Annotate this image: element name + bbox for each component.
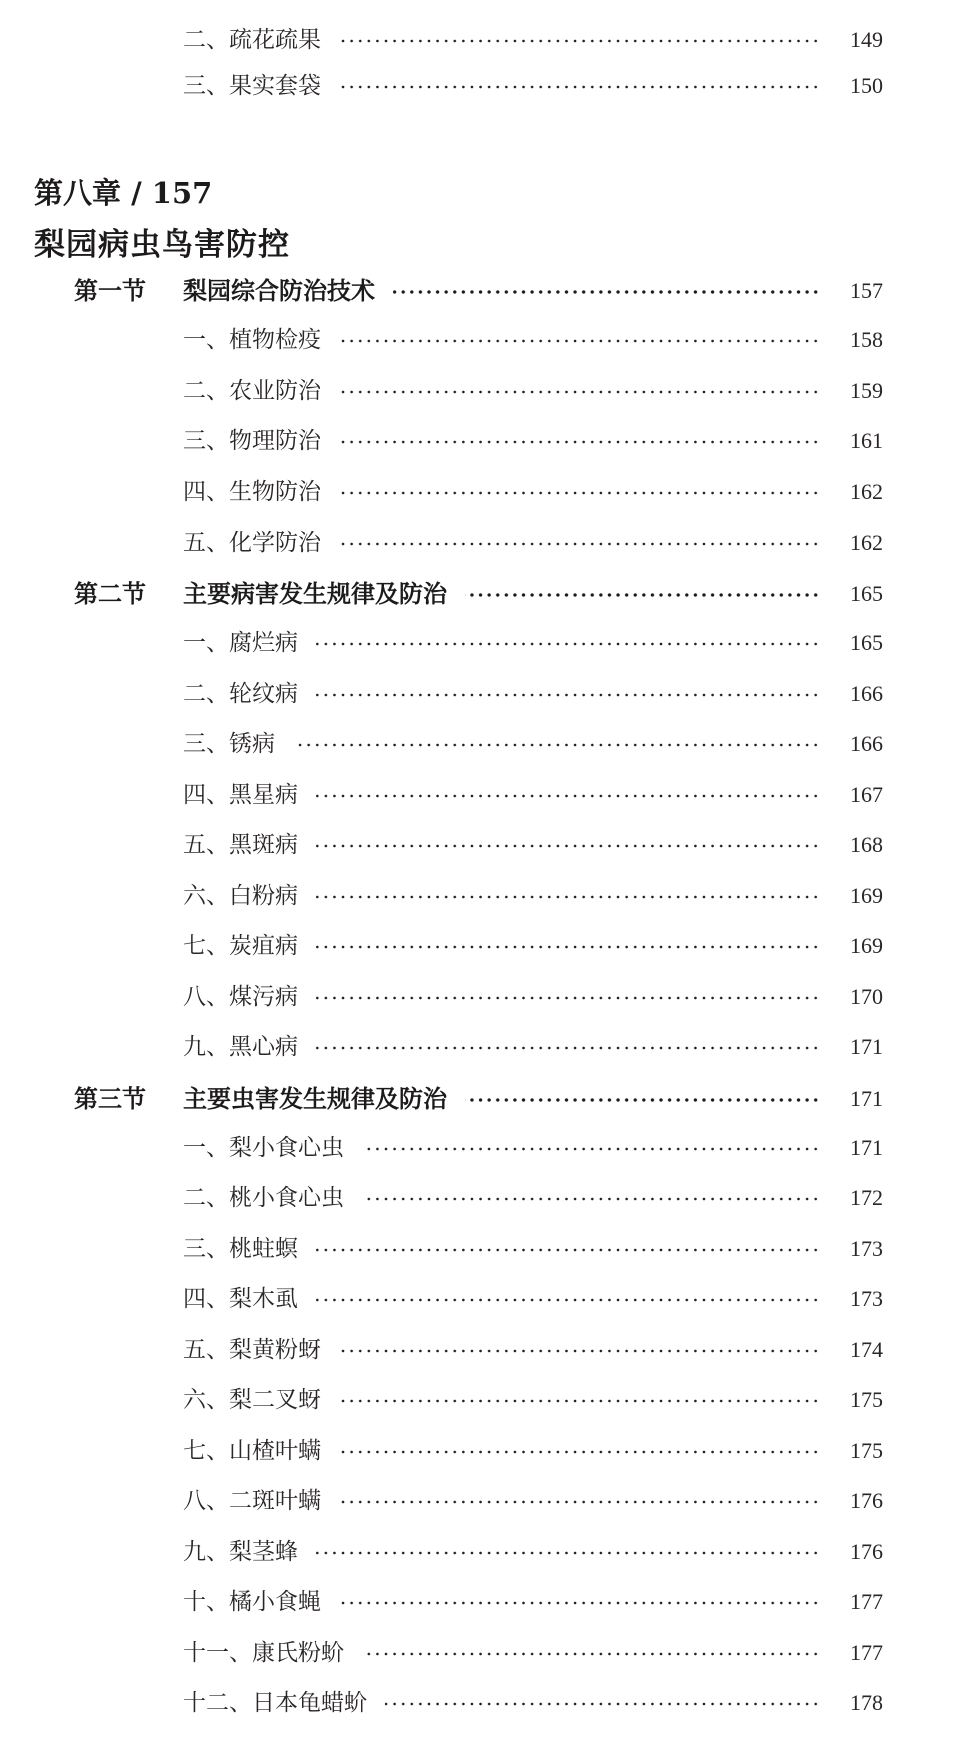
toc-item-label: 三、锈病 xyxy=(183,731,275,757)
dot-leader xyxy=(293,743,820,747)
toc-item-page: 150 xyxy=(850,73,883,98)
toc-item[interactable] xyxy=(0,1383,960,1417)
dot-leader xyxy=(316,945,820,949)
toc-item-label: 四、黑星病 xyxy=(183,782,298,808)
toc-item-label: 八、煤污病 xyxy=(183,984,298,1010)
dot-leader xyxy=(339,1500,820,1504)
toc-item[interactable] xyxy=(0,626,960,660)
toc-item[interactable] xyxy=(0,1333,960,1367)
dot-leader xyxy=(316,895,820,899)
toc-item-page: 168 xyxy=(850,832,883,857)
toc-section[interactable] xyxy=(0,577,960,611)
toc-item-label: 二、桃小食心虫 xyxy=(183,1185,344,1211)
toc-item[interactable] xyxy=(0,475,960,509)
toc-item-label: 九、梨茎蜂 xyxy=(183,1539,298,1565)
toc-item-label: 三、果实套袋 xyxy=(183,73,321,99)
dot-leader xyxy=(316,1248,820,1252)
section-title: 主要虫害发生规律及防治 xyxy=(183,1085,447,1113)
dot-leader xyxy=(339,1349,820,1353)
toc-item[interactable] xyxy=(0,424,960,458)
dot-leader xyxy=(316,1046,820,1050)
section-number: 第一节 xyxy=(74,277,146,305)
toc-item[interactable] xyxy=(0,69,960,103)
toc-item-label: 四、梨木虱 xyxy=(183,1286,298,1312)
toc-item-label: 七、炭疽病 xyxy=(183,933,298,959)
dot-leader xyxy=(316,996,820,1000)
toc-item[interactable] xyxy=(0,1636,960,1670)
toc-item-page: 166 xyxy=(850,731,883,756)
chapter-title[interactable]: 梨园病虫鸟害防控 xyxy=(34,227,290,263)
toc-item-page: 175 xyxy=(850,1387,883,1412)
toc-item[interactable] xyxy=(0,677,960,711)
toc-item[interactable] xyxy=(0,980,960,1014)
dot-leader xyxy=(362,1197,820,1201)
toc-item-label: 一、植物检疫 xyxy=(183,327,321,353)
section-page: 157 xyxy=(850,278,883,303)
toc-item-page: 149 xyxy=(850,27,883,52)
toc-section[interactable] xyxy=(0,1082,960,1116)
toc-item-label: 三、桃蛀螟 xyxy=(183,1236,298,1262)
toc-item[interactable] xyxy=(0,526,960,560)
toc-item-label: 十、橘小食蝇 xyxy=(183,1589,321,1615)
toc-item-page: 158 xyxy=(850,327,883,352)
toc-item-page: 174 xyxy=(850,1337,883,1362)
toc-item-label: 十一、康氏粉蚧 xyxy=(183,1640,344,1666)
toc-item-label: 一、梨小食心虫 xyxy=(183,1135,344,1161)
toc-item-page: 177 xyxy=(850,1589,883,1614)
toc-item-page: 172 xyxy=(850,1185,883,1210)
toc-item-page: 176 xyxy=(850,1488,883,1513)
toc-item[interactable] xyxy=(0,1535,960,1569)
toc-item-page: 166 xyxy=(850,681,883,706)
toc-item[interactable] xyxy=(0,1030,960,1064)
toc-item[interactable] xyxy=(0,323,960,357)
toc-item-page: 173 xyxy=(850,1286,883,1311)
section-page: 165 xyxy=(850,581,883,606)
dot-leader xyxy=(316,1551,820,1555)
toc-item-page: 165 xyxy=(850,630,883,655)
dot-leader xyxy=(339,1450,820,1454)
toc-item-page: 177 xyxy=(850,1640,883,1665)
toc-item[interactable] xyxy=(0,1131,960,1165)
toc-item[interactable] xyxy=(0,828,960,862)
toc-item[interactable] xyxy=(0,1686,960,1720)
toc-item-page: 171 xyxy=(850,1034,883,1059)
dot-leader xyxy=(339,1399,820,1403)
toc-item[interactable] xyxy=(0,23,960,57)
section-number: 第二节 xyxy=(74,580,146,608)
dot-leader xyxy=(362,1147,820,1151)
toc-item-label: 九、黑心病 xyxy=(183,1034,298,1060)
toc-item[interactable] xyxy=(0,879,960,913)
dot-leader xyxy=(339,440,820,444)
dot-leader xyxy=(465,1098,820,1102)
toc-item-page: 162 xyxy=(850,479,883,504)
toc-item[interactable] xyxy=(0,1232,960,1266)
toc-item-label: 二、疏花疏果 xyxy=(183,27,321,53)
toc-item-label: 五、梨黄粉蚜 xyxy=(183,1337,321,1363)
dot-leader xyxy=(316,693,820,697)
toc-item-label: 十二、日本龟蜡蚧 xyxy=(183,1690,367,1716)
toc-item-page: 176 xyxy=(850,1539,883,1564)
toc-item-label: 五、化学防治 xyxy=(183,530,321,556)
dot-leader xyxy=(316,1298,820,1302)
toc-item-page: 161 xyxy=(850,428,883,453)
toc-item-label: 二、农业防治 xyxy=(183,378,321,404)
dot-leader xyxy=(339,85,820,89)
toc-item-page: 173 xyxy=(850,1236,883,1261)
toc-item-page: 169 xyxy=(850,883,883,908)
toc-section[interactable] xyxy=(0,274,960,308)
toc-item[interactable] xyxy=(0,374,960,408)
dot-leader xyxy=(385,1702,820,1706)
toc-item-label: 四、生物防治 xyxy=(183,479,321,505)
toc-item-page: 167 xyxy=(850,782,883,807)
dot-leader xyxy=(316,794,820,798)
dot-leader xyxy=(339,491,820,495)
toc-item[interactable] xyxy=(0,1181,960,1215)
section-page: 171 xyxy=(850,1086,883,1111)
toc-item-page: 159 xyxy=(850,378,883,403)
toc-item-label: 三、物理防治 xyxy=(183,428,321,454)
dot-leader xyxy=(339,339,820,343)
toc-item[interactable] xyxy=(0,1282,960,1316)
toc-item[interactable] xyxy=(0,1585,960,1619)
toc-item-label: 八、二斑叶螨 xyxy=(183,1488,321,1514)
section-number: 第三节 xyxy=(74,1085,146,1113)
toc-item[interactable] xyxy=(0,1484,960,1518)
dot-leader xyxy=(339,542,820,546)
toc-item-page: 178 xyxy=(850,1690,883,1715)
dot-leader xyxy=(339,1601,820,1605)
toc-item-page: 171 xyxy=(850,1135,883,1160)
dot-leader xyxy=(339,390,820,394)
toc-item[interactable] xyxy=(0,1434,960,1468)
toc-item-page: 162 xyxy=(850,530,883,555)
toc-item[interactable] xyxy=(0,727,960,761)
chapter-number[interactable]: 第八章 / 157 xyxy=(34,176,213,210)
toc-item-label: 一、腐烂病 xyxy=(183,630,298,656)
toc-item-page: 170 xyxy=(850,984,883,1009)
dot-leader xyxy=(339,39,820,43)
dot-leader xyxy=(465,593,820,597)
toc-item-label: 五、黑斑病 xyxy=(183,832,298,858)
toc-item-page: 169 xyxy=(850,933,883,958)
section-title: 梨园综合防治技术 xyxy=(183,277,375,305)
toc-item[interactable] xyxy=(0,929,960,963)
toc-item-label: 六、白粉病 xyxy=(183,883,298,909)
toc-item-label: 六、梨二叉蚜 xyxy=(183,1387,321,1413)
dot-leader xyxy=(362,1652,820,1656)
toc-item[interactable] xyxy=(0,778,960,812)
dot-leader xyxy=(393,290,820,294)
section-title: 主要病害发生规律及防治 xyxy=(183,580,447,608)
dot-leader xyxy=(316,642,820,646)
toc-item-label: 七、山楂叶螨 xyxy=(183,1438,321,1464)
toc-item-label: 二、轮纹病 xyxy=(183,681,298,707)
toc-item-page: 175 xyxy=(850,1438,883,1463)
dot-leader xyxy=(316,844,820,848)
